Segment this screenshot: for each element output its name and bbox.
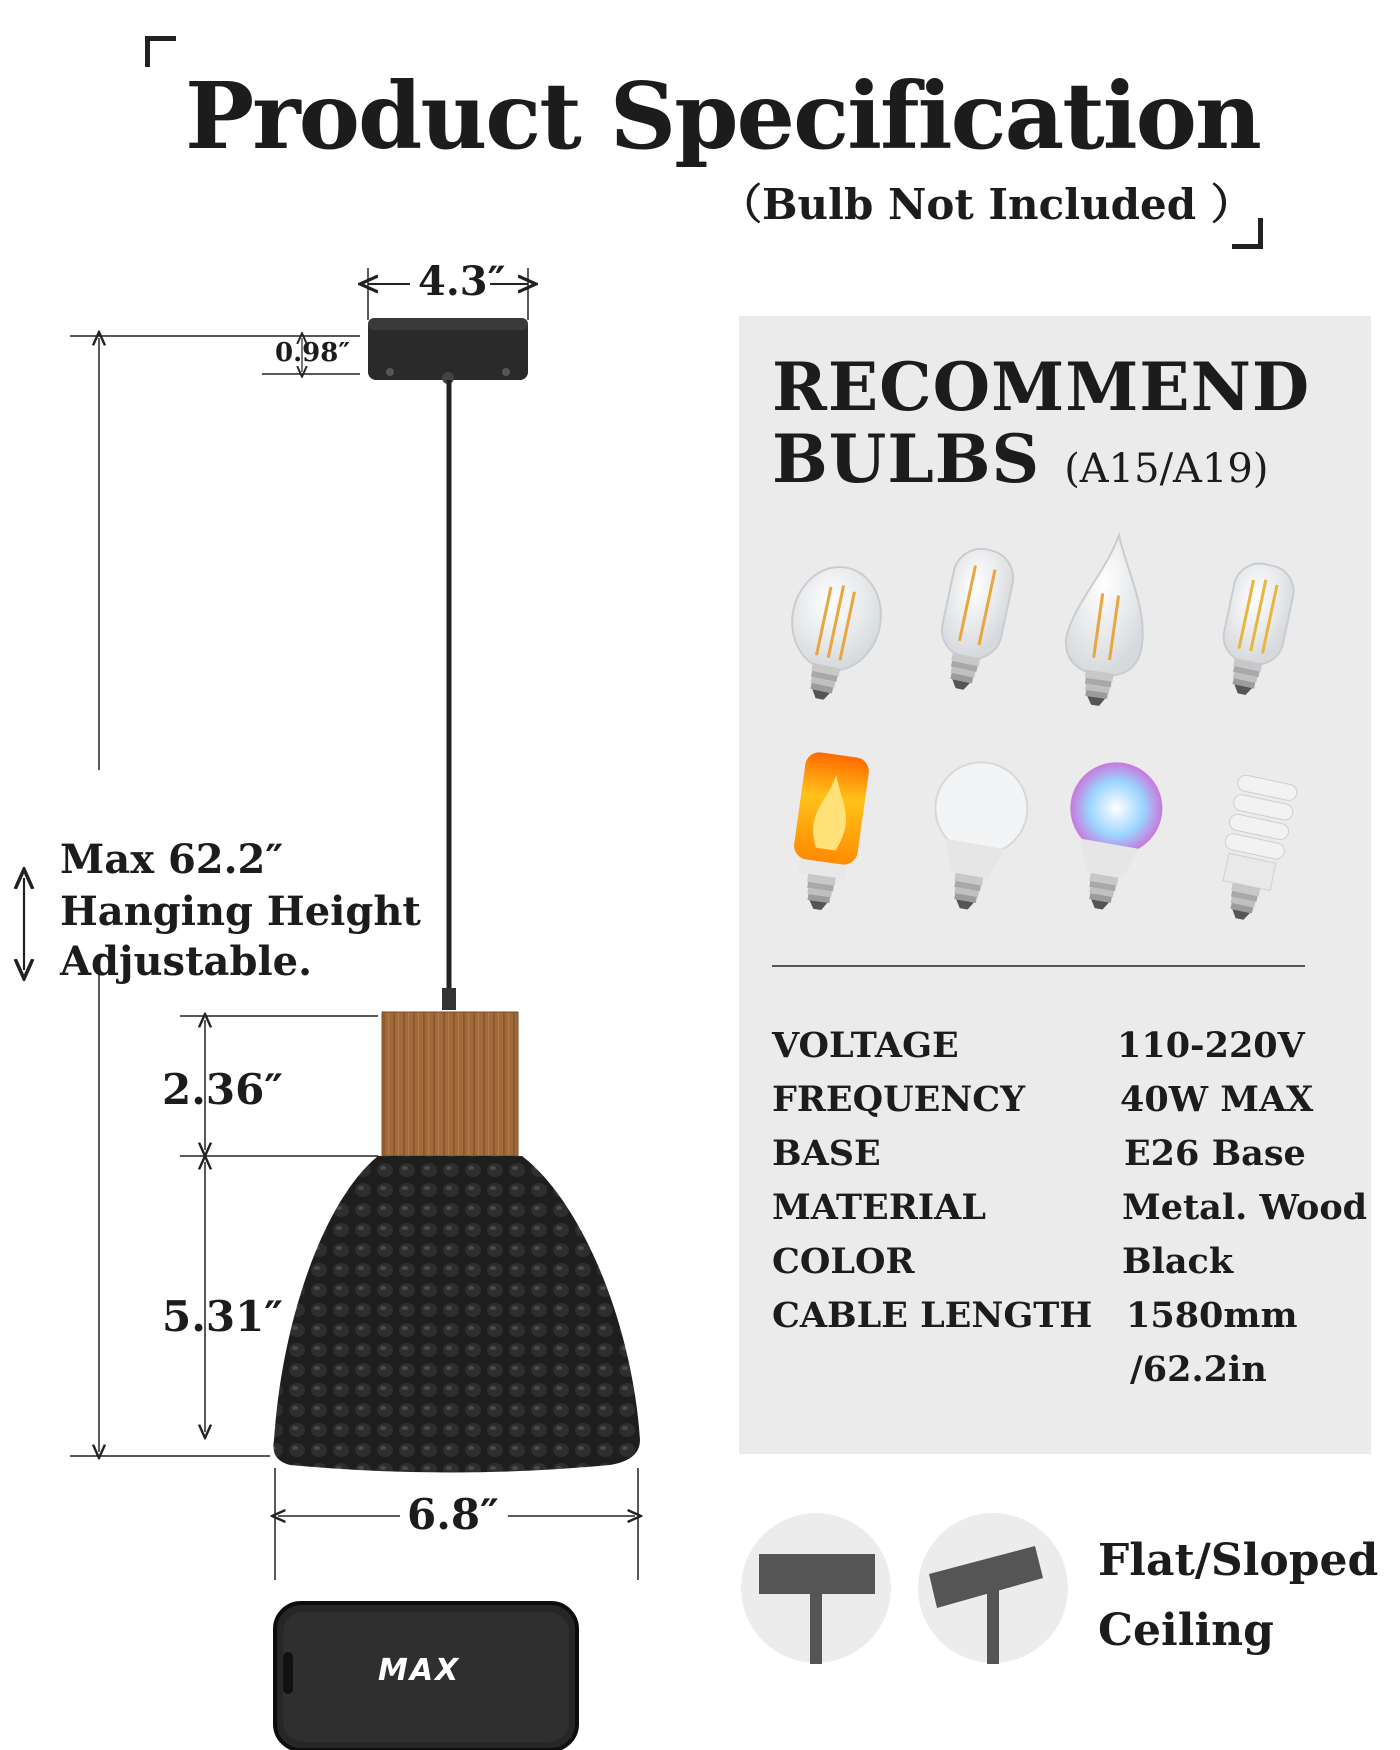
spec-value: Black xyxy=(1122,1241,1234,1282)
spec-value: 110-220V xyxy=(1117,1025,1305,1066)
spec-label: VOLTAGE xyxy=(772,1025,959,1066)
canopy-height-label: 0.98″ xyxy=(275,338,350,368)
a19-filament-bulb-icon xyxy=(776,559,890,708)
bulbs-heading-word: BULBS xyxy=(772,420,1041,498)
spec-label: COLOR xyxy=(772,1241,915,1282)
spec-value: 40W MAX xyxy=(1120,1079,1314,1120)
spec-value: E26 Base xyxy=(1124,1133,1306,1174)
spec-label: CABLE LENGTH xyxy=(772,1295,1093,1336)
bulbs-heading xyxy=(772,420,1268,498)
hanging-height-line2: Hanging Height xyxy=(60,888,421,935)
spiral-cfl-bulb-icon xyxy=(1210,774,1298,920)
bulbs-type-note: (A15/A19) xyxy=(1064,446,1269,492)
rgb-smart-bulb-icon xyxy=(1053,755,1169,917)
spec-value: /62.2in xyxy=(1130,1349,1267,1390)
page-title: Product Specification xyxy=(185,62,1260,170)
page-subtitle: （Bulb Not Included ） xyxy=(720,180,1253,229)
white-led-bulb-icon xyxy=(918,755,1034,917)
shade-height-label: 5.31″ xyxy=(162,1292,284,1341)
spec-value: 1580mm xyxy=(1126,1295,1298,1336)
t10-filament-bulb-icon xyxy=(930,544,1018,695)
ceiling-type-line1: Flat/Sloped xyxy=(1098,1535,1379,1586)
ceiling-type-line2: Ceiling xyxy=(1098,1605,1274,1656)
spec-label: BASE xyxy=(772,1133,881,1174)
spec-label: FREQUENCY xyxy=(772,1079,1026,1120)
spec-label: MATERIAL xyxy=(772,1187,986,1228)
flat-ceiling-icon xyxy=(740,1512,892,1664)
shade-width-label: 6.8″ xyxy=(407,1490,499,1539)
tubular-filament-bulb-icon xyxy=(1212,559,1298,701)
neck-height-label: 2.36″ xyxy=(162,1065,284,1114)
bulb-icons-grid xyxy=(739,510,1371,920)
hanging-height-line1: Max 62.2″ xyxy=(60,836,284,883)
hanging-height-line3: Adjustable. xyxy=(60,938,313,985)
canopy-width-label: 4.3″ xyxy=(418,258,506,305)
recommend-heading: RECOMMEND xyxy=(772,348,1311,426)
spec-value: Metal. Wood xyxy=(1122,1187,1368,1228)
sloped-ceiling-icon xyxy=(917,1512,1069,1664)
flame-effect-bulb-icon xyxy=(786,751,871,914)
panel-divider xyxy=(772,965,1305,967)
flame-tip-candle-bulb-icon xyxy=(1057,530,1156,711)
phone-screen-label: MAX xyxy=(378,1653,461,1688)
